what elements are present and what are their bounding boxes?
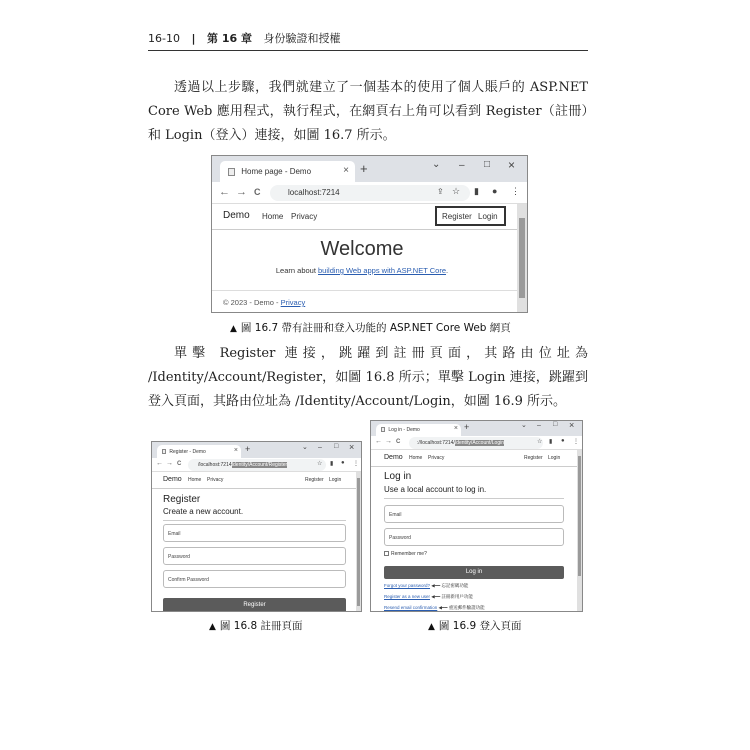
register-heading: Register bbox=[163, 494, 201, 505]
chapter-number: 第 16 章 bbox=[207, 32, 252, 45]
new-tab-icon[interactable]: + bbox=[245, 444, 251, 454]
figure-16-8-caption bbox=[209, 618, 302, 633]
resend-confirmation-link[interactable]: Resend email confirmation bbox=[384, 605, 438, 610]
star-icon[interactable]: ☆ bbox=[537, 439, 543, 445]
learn-suffix: . bbox=[446, 266, 449, 275]
minimize-icon[interactable]: – bbox=[318, 444, 322, 451]
forgot-password-link[interactable]: Forgot your password? bbox=[384, 583, 431, 588]
footer-text: © 2023 - Demo - bbox=[223, 298, 281, 307]
learn-prefix: Learn about bbox=[275, 266, 319, 275]
chapter-title: 身份驗證和授權 bbox=[263, 32, 341, 45]
browser-tab[interactable] bbox=[376, 424, 461, 436]
resend-note: 重送郵件驗證功能 bbox=[448, 605, 485, 610]
link-row-forgot bbox=[384, 583, 468, 589]
caption-marker-icon: ▲ bbox=[428, 622, 435, 632]
tab-close-icon[interactable]: × bbox=[453, 425, 458, 432]
close-window-icon[interactable]: × bbox=[349, 442, 355, 452]
forgot-note: 忘記密碼功能 bbox=[441, 583, 469, 588]
arrow-left-icon: ◀━━ bbox=[431, 583, 442, 588]
header-separator: | bbox=[191, 31, 196, 45]
link-row-resend bbox=[384, 605, 485, 611]
nav-home[interactable]: Home bbox=[262, 212, 284, 221]
sidebar-icon[interactable]: ▮ bbox=[330, 461, 334, 467]
password-field[interactable] bbox=[384, 528, 564, 546]
remember-me-label: Remember me? bbox=[391, 551, 427, 557]
brand-link[interactable]: Demo bbox=[163, 476, 182, 483]
nav-privacy[interactable]: Privacy bbox=[291, 212, 318, 221]
remember-me-row bbox=[384, 551, 427, 557]
tab-title: Home page - Demo bbox=[241, 167, 312, 176]
email-field[interactable] bbox=[163, 524, 346, 542]
maximize-icon[interactable]: □ bbox=[484, 159, 491, 170]
email-field[interactable] bbox=[384, 505, 564, 523]
header-rule bbox=[148, 50, 588, 51]
figure-16-9-browser bbox=[370, 420, 583, 612]
browser-tab[interactable] bbox=[220, 161, 355, 182]
address-bar-row bbox=[152, 458, 361, 472]
scrollbar[interactable] bbox=[517, 204, 527, 313]
profile-icon[interactable]: ● bbox=[492, 186, 498, 196]
figure-16-7-caption-text: 圖 16.7 帶有註冊和登入功能的 ASP.NET Core Web 網頁 bbox=[240, 322, 511, 334]
reload-icon[interactable]: C bbox=[177, 461, 182, 467]
email-label: Email bbox=[168, 531, 181, 537]
tab-title: Log in - Demo bbox=[388, 427, 420, 433]
register-new-user-link[interactable]: Register as a new user bbox=[384, 594, 431, 599]
scrollbar-thumb[interactable] bbox=[519, 218, 525, 298]
page-number: 16-10 bbox=[148, 31, 180, 45]
close-window-icon[interactable]: × bbox=[508, 158, 516, 172]
browser-tab[interactable] bbox=[157, 445, 241, 458]
page-icon bbox=[228, 168, 235, 176]
profile-icon[interactable]: ● bbox=[341, 460, 345, 466]
figure-16-7-browser bbox=[211, 155, 528, 313]
url-input[interactable] bbox=[188, 459, 326, 471]
nav-login[interactable]: Login bbox=[548, 455, 561, 461]
register-note: 註冊新用戶功能 bbox=[441, 594, 473, 599]
forward-icon[interactable]: → bbox=[166, 460, 173, 467]
nav-register[interactable]: Register bbox=[442, 212, 472, 221]
confirm-password-label: Confirm Password bbox=[168, 577, 209, 583]
share-icon[interactable]: ⇪ bbox=[437, 187, 444, 196]
maximize-icon[interactable]: □ bbox=[553, 421, 558, 428]
paragraph-intro: 透過以上步驟，我們就建立了一個基本的使用了個人賬戶的 ASP.NET Core Web 應用程式，執行程式，在網頁右上角可以看到 Register（註冊）和 Login（登入）連接，如圖 16.7 所示。 bbox=[148, 80, 588, 143]
site-navbar bbox=[212, 204, 527, 230]
learn-text bbox=[212, 266, 512, 275]
new-tab-icon[interactable]: + bbox=[464, 422, 470, 432]
nav-register[interactable]: Register bbox=[305, 477, 324, 483]
tab-title: Register - Demo bbox=[169, 449, 206, 455]
register-button[interactable]: Register bbox=[163, 598, 346, 612]
email-label: Email bbox=[389, 512, 402, 518]
nav-privacy[interactable]: Privacy bbox=[428, 455, 445, 461]
site-navbar bbox=[152, 472, 361, 489]
close-window-icon[interactable]: × bbox=[569, 420, 575, 430]
reload-icon[interactable]: C bbox=[254, 187, 261, 197]
profile-icon[interactable]: ● bbox=[561, 438, 565, 444]
page-content bbox=[371, 450, 582, 612]
figure-16-8-caption-text: 圖 16.8 註冊頁面 bbox=[219, 620, 303, 632]
link-row-register bbox=[384, 594, 473, 600]
remember-me-checkbox[interactable] bbox=[384, 551, 389, 556]
brand-link[interactable]: Demo bbox=[223, 210, 250, 221]
back-icon[interactable]: ← bbox=[375, 438, 382, 445]
forward-icon[interactable]: → bbox=[236, 186, 247, 198]
forward-icon[interactable]: → bbox=[385, 438, 392, 445]
login-subheading: Use a local account to log in. bbox=[384, 485, 487, 494]
maximize-icon[interactable]: □ bbox=[334, 443, 339, 450]
login-button[interactable]: Log in bbox=[384, 566, 564, 579]
password-field[interactable] bbox=[163, 547, 346, 565]
subheading-divider bbox=[163, 520, 346, 521]
tab-list-icon[interactable]: ⌄ bbox=[432, 159, 441, 170]
menu-icon[interactable]: ⋮ bbox=[511, 186, 520, 196]
url-prefix: /localhost:7214 bbox=[198, 462, 232, 468]
learn-link[interactable]: building Web apps with ASP.NET Core bbox=[318, 266, 447, 275]
footer-divider bbox=[212, 290, 517, 291]
register-subheading: Create a new account. bbox=[163, 507, 244, 516]
minimize-icon[interactable]: – bbox=[459, 160, 465, 171]
page-footer bbox=[223, 298, 305, 307]
star-icon[interactable]: ☆ bbox=[317, 461, 323, 467]
back-icon[interactable]: ← bbox=[219, 186, 230, 198]
figure-16-7-caption bbox=[230, 320, 511, 335]
scrollbar[interactable] bbox=[577, 450, 582, 612]
nav-register[interactable]: Register bbox=[524, 455, 543, 461]
address-bar-row bbox=[212, 182, 527, 204]
sidebar-icon[interactable]: ▮ bbox=[549, 439, 553, 445]
url-highlight: Identity/Account/Register bbox=[231, 462, 288, 468]
star-icon[interactable]: ☆ bbox=[452, 186, 461, 196]
caption-marker-icon: ▲ bbox=[209, 622, 216, 632]
password-label: Password bbox=[389, 535, 411, 541]
figure-16-9-caption bbox=[428, 618, 521, 633]
menu-icon[interactable]: ⋮ bbox=[353, 461, 359, 467]
url-text: localhost:7214 bbox=[288, 188, 340, 197]
tab-bar bbox=[371, 421, 582, 436]
nav-home[interactable]: Home bbox=[409, 455, 423, 461]
tab-bar bbox=[212, 156, 527, 182]
arrow-left-icon: ◀━━ bbox=[431, 594, 442, 599]
reload-icon[interactable]: C bbox=[396, 439, 401, 445]
tab-list-icon[interactable]: ⌄ bbox=[302, 444, 308, 451]
menu-icon[interactable]: ⋮ bbox=[573, 439, 579, 445]
arrow-left-icon: ◀━━ bbox=[438, 605, 449, 610]
page-content bbox=[152, 472, 361, 612]
tab-close-icon[interactable]: × bbox=[343, 165, 349, 176]
page-header bbox=[148, 30, 588, 52]
figure-16-9-caption-text: 圖 16.9 登入頁面 bbox=[438, 620, 522, 632]
sidebar-icon[interactable]: ▮ bbox=[474, 186, 479, 196]
nav-home[interactable]: Home bbox=[188, 477, 202, 483]
paragraph-routes: 單擊 Register 連接，跳躍到註冊頁面，其路由位址為 /Identity/Account/Register，如圖 16.8 所示；單擊 Login 連接，跳躍到登入頁面，其路由位址為 /Identity/Account/Login，如圖 16.9 所示。 bbox=[148, 346, 588, 409]
footer-privacy-link[interactable]: Privacy bbox=[280, 298, 306, 307]
minimize-icon[interactable]: – bbox=[537, 422, 541, 429]
page-icon bbox=[381, 427, 385, 432]
scrollbar[interactable] bbox=[356, 472, 361, 612]
tab-close-icon[interactable]: × bbox=[233, 447, 238, 454]
nav-login[interactable]: Login bbox=[329, 477, 342, 483]
page-content bbox=[212, 204, 527, 313]
url-highlight: Identity/Account/Login bbox=[454, 440, 505, 446]
tab-bar bbox=[152, 442, 361, 458]
url-prefix: ://localhost:7214/ bbox=[417, 440, 455, 446]
scrollbar-thumb[interactable] bbox=[357, 478, 360, 606]
brand-link[interactable]: Demo bbox=[384, 454, 403, 461]
password-label: Password bbox=[168, 554, 190, 560]
scrollbar-thumb[interactable] bbox=[578, 456, 581, 576]
tab-list-icon[interactable]: ⌄ bbox=[521, 422, 527, 429]
url-input[interactable] bbox=[409, 437, 543, 449]
welcome-heading: Welcome bbox=[320, 238, 404, 260]
caption-marker-icon: ▲ bbox=[230, 324, 237, 334]
back-icon[interactable]: ← bbox=[156, 460, 163, 467]
confirm-password-field[interactable] bbox=[163, 570, 346, 588]
page-icon bbox=[162, 449, 166, 454]
site-navbar bbox=[371, 450, 582, 467]
address-bar-row bbox=[371, 436, 582, 450]
login-heading: Log in bbox=[384, 471, 412, 482]
nav-login[interactable]: Login bbox=[478, 212, 498, 221]
nav-privacy[interactable]: Privacy bbox=[207, 477, 224, 483]
new-tab-icon[interactable]: + bbox=[360, 161, 368, 176]
figure-16-8-browser bbox=[151, 441, 362, 612]
subheading-divider bbox=[384, 498, 564, 499]
